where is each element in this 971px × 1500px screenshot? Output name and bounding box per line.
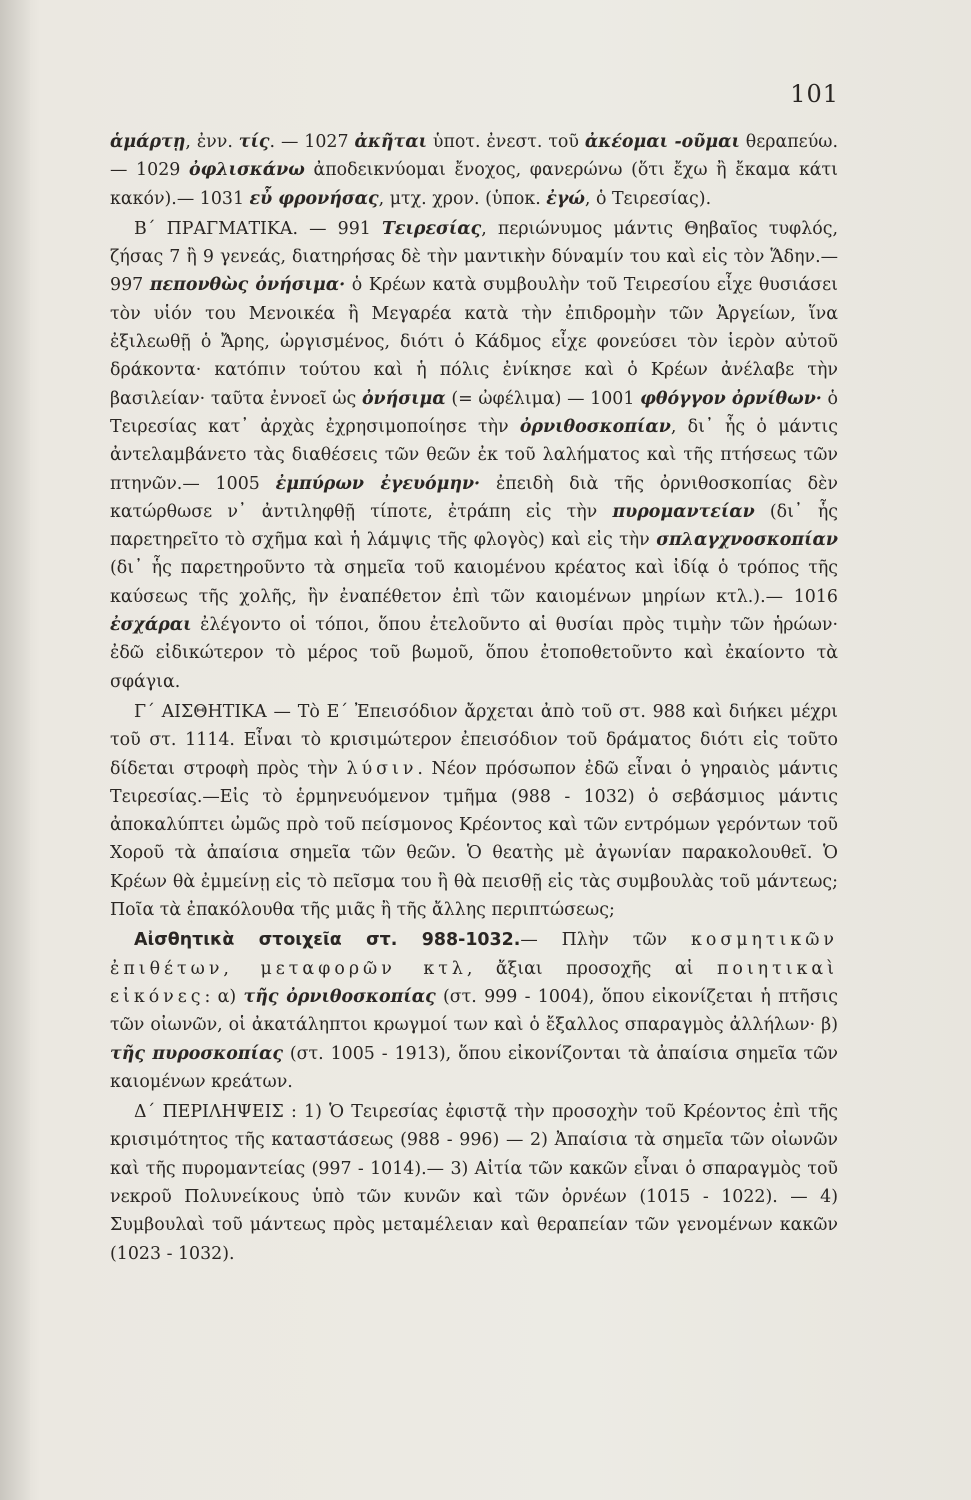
spaced-term: ποιητικαὶ εἰκόνες bbox=[110, 958, 838, 1007]
section-text: (= ὠφέλιμα) — 1001 bbox=[445, 388, 641, 409]
subheading: Αἰσθητικὰ στοιχεῖα στ. 988-1032. bbox=[134, 930, 521, 951]
lemma: ἐσχάραι bbox=[110, 615, 192, 636]
lemma: Τειρεσίας bbox=[381, 218, 482, 239]
lemma: σπλαγχνοσκοπίαν bbox=[656, 530, 838, 551]
lemma: ἐγώ bbox=[546, 188, 585, 209]
lemma: εὖ φρονήσας bbox=[249, 188, 379, 209]
gloss-text: ἀποδεικνύομαι ἔνοχος, φανερώνω (ὅτι ἔχω ἢ ἔκαμα κάτι κακόν).— 1031 bbox=[110, 160, 838, 209]
section-text: , περιώνυμος μάντις Θηβαῖος τυφλός, ζήσας 7 ἢ 9 γενεάς, διατηρήσας δὲ τὴν μαντικὴν δύναμίν του καὶ εἰς τὸν Ἅδην.— 997 bbox=[110, 218, 838, 296]
section-text: Β΄ ΠΡΑΓΜΑΤΙΚΑ. — 991 bbox=[134, 218, 382, 239]
section-text: (δι᾿ ἧς παρετηροῦντο τὰ σημεῖα τοῦ καιομένου κρέατος καὶ ἰδίᾳ ὁ τρόπος τῆς καύσεως τῆς χολῆς, ἣν ἐναπέθετον ἐπὶ τῶν καιομένων μηρίων κτλ.).— 1016 bbox=[110, 558, 838, 607]
section-text: , δι᾿ ἧς ὁ μάντις ἀντελαμβάνετο τὰς διαθέσεις τῶν θεῶν ἐκ τοῦ λαλήματος καὶ τῆς πτήσεως τῶν πτηνῶν.— 1005 bbox=[110, 416, 838, 494]
lemma: ἀκῆται bbox=[354, 132, 427, 152]
gloss-text: , ὁ Τειρεσίας). bbox=[584, 188, 712, 209]
paragraph-glossary-continuation bbox=[110, 128, 838, 213]
section-text: (δι᾿ ἧς παρετηρεῖτο τὸ σχῆμα καὶ ἡ λάμψις τῆς φλογὸς) καὶ εἰς τὴν bbox=[110, 501, 839, 551]
lemma: ὀρνιθοσκοπίαν bbox=[519, 416, 671, 437]
paragraph-pragmatika bbox=[110, 215, 838, 696]
section-text: ἐπειδὴ διὰ τῆς ὀρνιθοσκοπίας δὲν κατώρθωσε ν᾿ ἀντιληφθῇ τίποτε, ἐτράπη εἰς τὴν bbox=[110, 473, 838, 522]
gloss-text: ὑποτ. ἐνεστ. τοῦ bbox=[427, 132, 585, 152]
gloss-text: θεραπεύω.— 1029 bbox=[110, 132, 838, 181]
gloss-text: , ἐνν. bbox=[185, 132, 239, 152]
lemma: τῆς πυροσκοπίας bbox=[110, 1043, 283, 1064]
paragraph-aesthetic-elements bbox=[110, 926, 838, 1096]
gloss-text: . — 1027 bbox=[269, 132, 355, 152]
lemma: ἁμάρτῃ bbox=[110, 132, 186, 152]
lemma: ὀνήσιμα bbox=[361, 388, 446, 409]
lemma: φθόγγον ὀρνίθων· bbox=[640, 388, 822, 409]
page-binding-shadow bbox=[0, 0, 30, 1500]
paragraph-periliipseis bbox=[110, 1098, 838, 1268]
lemma: πεπονθὼς ὀνήσιμα· bbox=[149, 275, 346, 296]
section-text: (στ. 1005 - 1913), ὅπου εἰκονίζονται τὰ ἀπαίσια σημεῖα τῶν καιομένων κρεάτων. bbox=[110, 1043, 838, 1092]
body-text bbox=[110, 128, 838, 1268]
paragraph-aisthitika bbox=[110, 698, 838, 924]
lemma: ἀκέομαι -οῦμαι bbox=[584, 132, 740, 152]
page-number: 101 bbox=[790, 80, 839, 108]
section-text: Γ΄ ΑΙΣΘΗΤΙΚΑ — Τὸ Ε΄ Ἐπεισόδιον ἄρχεται ἀπὸ τοῦ στ. 988 καὶ διήκει μέχρι τοῦ στ. 1114. Εἶναι τὸ κρισιμώτερον ἐπεισόδιον τοῦ δράματος διότι εἰς τοῦτο δίδεται στροφὴ πρὸς τὴν bbox=[110, 701, 838, 779]
section-text: , ἄξιαι προσοχῆς αἱ bbox=[466, 958, 717, 979]
section-text: Δ΄ ΠΕΡΙΛΗΨΕΙΣ : 1) Ὁ Τειρεσίας ἐφιστᾷ τὴν προσοχὴν τοῦ Κρέοντος ἐπὶ τῆς κρισιμότητος τῆς καταστάσεως (988 - 996) — 2) Ἀπαίσια τὰ σημεῖα τῶν οἰωνῶν καὶ τῆς πυρομαντείας (997 - 1014).— 3) Αἰτία τῶν κακῶν εἶναι ὁ σπαραγμὸς τοῦ νεκροῦ Πολυνείκους ὑπὸ τῶν κυνῶν καὶ τῶν ὀρνέων (1015 - 1022). — 4) Συμβουλαὶ τοῦ μάντεως πρὸς μεταμέλειαν καὶ θεραπείαν τῶν γενομένων κακῶν (1023 - 1032). bbox=[110, 1102, 838, 1264]
section-text: — Πλὴν τῶν bbox=[520, 930, 691, 951]
spaced-term: κοσμητικῶν ἐπιθέτων, μεταφορῶν κτλ bbox=[110, 930, 838, 979]
lemma: πυρομαντείαν bbox=[612, 501, 755, 522]
section-text: ἐλέγοντο οἱ τόποι, ὅπου ἐτελοῦντο αἱ θυσίαι πρὸς τιμὴν τῶν ἡρώων· ἐδῶ εἰδικώτερον τὸ μέρος τοῦ βωμοῦ, ὅπου ἐτοποθετοῦντο καὶ ἐκαίοντο τὰ σφάγια. bbox=[110, 615, 838, 692]
spaced-term: λύσιν bbox=[346, 758, 418, 779]
section-text: . Νέον πρόσωπον ἐδῶ εἶναι ὁ γηραιὸς μάντις Τειρεσίας.—Εἰς τὸ ἑρμηνευόμενον τμῆμα (988 - 1032) ὁ σεβάσμιος μάντις ἀποκαλύπτει ὠμῶς πρὸ τοῦ πείσμονος Κρέοντος καὶ τῶν εντρόμων γερόντων τοῦ Χοροῦ τὰ ἀπαίσια σημεῖα τῶν θεῶν. Ὁ θεατὴς μὲ ἀγωνίαν παρακολουθεῖ. Ὁ Κρέων θὰ ἐμμείνῃ εἰς τὸ πεῖσμα του ἢ θὰ πεισθῇ εἰς τὰς συμβουλὰς τοῦ μάντεως; Ποῖα τὰ ἐπακόλουθα τῆς μιᾶς ἢ τῆς ἄλλης περιπτώσεως; bbox=[110, 758, 838, 921]
lemma: ἐμπύρων ἐγευόμην· bbox=[275, 473, 481, 494]
section-text: ὁ Κρέων κατὰ συμβουλὴν τοῦ Τειρεσίου εἶχε θυσιάσει τὸν υἱόν του Μενοικέα ἢ Μεγαρέα κατὰ τὴν ἐπιδρομὴν τῶν Ἀργείων, ἵνα ἐξιλεωθῇ ὁ Ἄρης, ὠργισμένος, διότι ὁ Κάδμος εἶχε φονεύσει τὸν ἱερὸν αὐτοῦ δράκοντα· κατόπιν τούτου καὶ ἡ πόλις ἐνίκησε καὶ ὁ Κρέων ἀνέλαβε τὴν βασιλείαν· ταῦτα ἐννοεῖ ὡς bbox=[110, 275, 838, 409]
lemma: τίς bbox=[238, 132, 270, 152]
lemma: ὀφλισκάνω bbox=[189, 160, 305, 181]
gloss-text: , μτχ. χρον. (ὑποκ. bbox=[378, 188, 547, 209]
section-text: ὁ Τειρεσίας κατ᾿ ἀρχὰς ἐχρησιμοποίησε τὴν bbox=[110, 388, 839, 437]
lemma: τῆς ὀρνιθοσκοπίας bbox=[243, 986, 436, 1007]
section-text: : α) bbox=[204, 986, 244, 1007]
section-text: (στ. 999 - 1004), ὅπου εἰκονίζεται ἡ πτῆσις τῶν οἰωνῶν, οἱ ἀκατάληπτοι κρωγμοί των καὶ ὁ ἔξαλλος σπαραγμὸς ἀλλήλων· β) bbox=[110, 986, 838, 1036]
